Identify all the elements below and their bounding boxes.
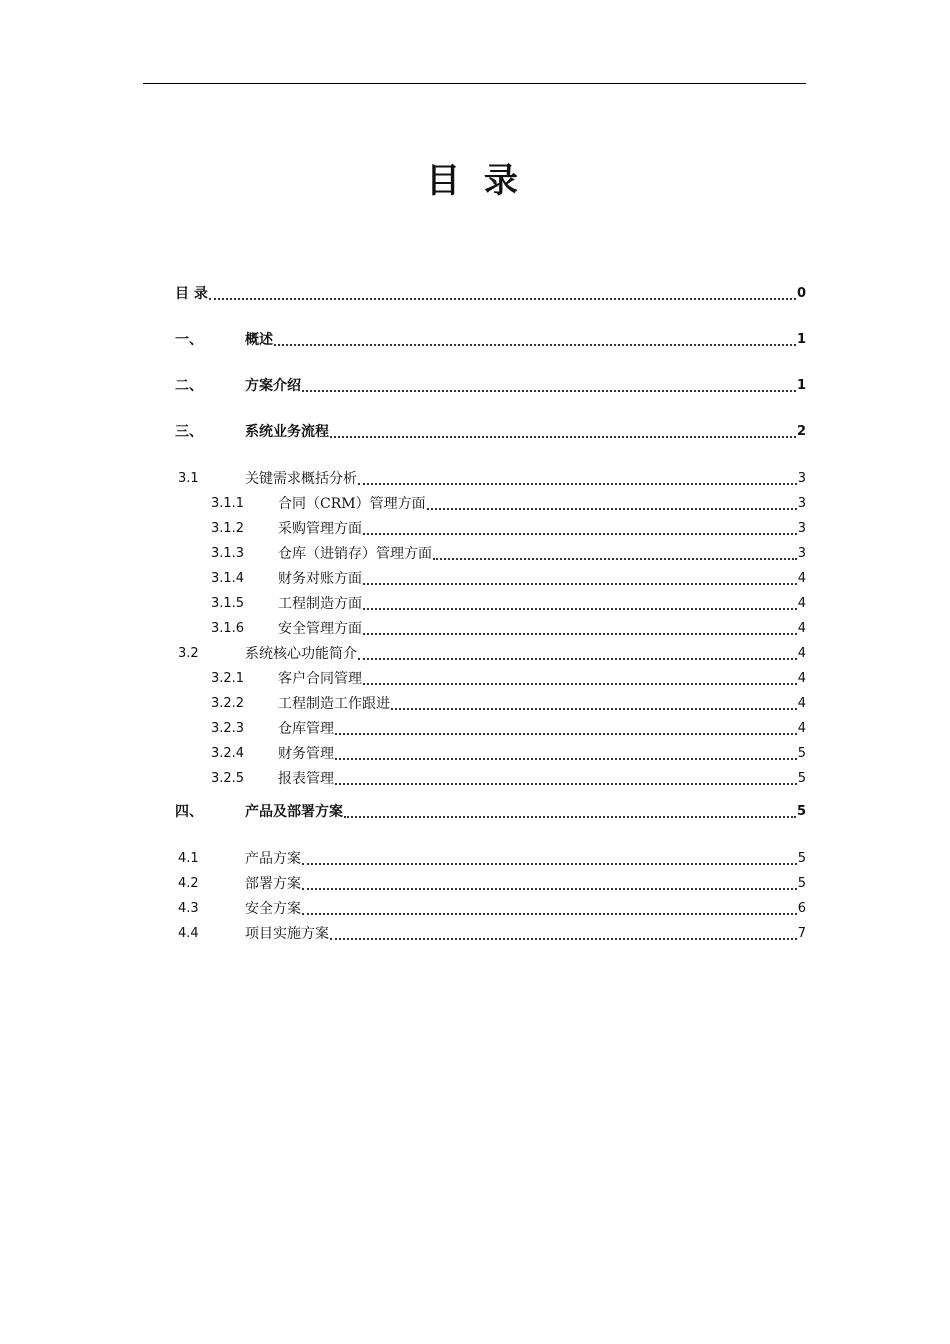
toc-entry[interactable] [178, 468, 806, 490]
header-rule [143, 83, 806, 84]
dot-leader [330, 938, 797, 940]
toc-entry-number: 3.1 [178, 471, 199, 486]
toc-entry-number: 3.1.5 [211, 596, 245, 611]
toc-entry-number: 3.2.5 [211, 771, 245, 786]
toc-entry-title: 安全管理方面 [278, 621, 362, 637]
toc-entry-page: 4 [797, 571, 806, 586]
toc-entry-page: 7 [797, 926, 806, 941]
dot-leader [363, 583, 797, 585]
dot-leader [427, 508, 797, 510]
toc-entry-page: 3 [797, 496, 806, 511]
dot-leader [344, 816, 796, 818]
toc-entry-page: 6 [797, 901, 806, 916]
toc-entry[interactable] [211, 618, 806, 640]
toc-entry-page: 5 [797, 876, 806, 891]
toc-entry-title: 客户合同管理 [278, 671, 362, 687]
dot-leader [363, 533, 797, 535]
dot-leader [330, 436, 796, 438]
toc-entry[interactable] [175, 421, 806, 443]
toc-entry-title: 财务管理 [278, 746, 334, 762]
dot-leader [358, 658, 797, 660]
toc-entry-title: 概述 [245, 332, 273, 348]
toc-entry-page: 5 [797, 851, 806, 866]
toc-entry[interactable] [178, 848, 806, 870]
toc-entry-title: 关键需求概括分析 [245, 471, 357, 487]
toc-entry-number: 3.2 [178, 646, 199, 661]
toc-entry-number: 3.2.2 [211, 696, 245, 711]
toc-entry[interactable] [211, 543, 806, 565]
dot-leader [302, 888, 797, 890]
toc-entry-title: 方案介绍 [245, 378, 301, 394]
toc-entry[interactable] [211, 568, 806, 590]
toc-entry[interactable] [211, 768, 806, 790]
dot-leader [363, 683, 797, 685]
toc-entry-page: 4 [797, 621, 806, 636]
toc-entry-page: 4 [797, 721, 806, 736]
toc-entry-page: 4 [797, 646, 806, 661]
toc-entry-number: 三、 [175, 424, 203, 440]
toc-entry-page: 0 [796, 286, 806, 301]
toc-entry-page: 5 [797, 746, 806, 761]
dot-leader [302, 390, 796, 392]
toc-entry-title: 工程制造方面 [278, 596, 362, 612]
toc-entry[interactable] [211, 693, 806, 715]
toc-entry-title: 仓库（进销存）管理方面 [278, 546, 432, 562]
toc-entry[interactable] [178, 643, 806, 665]
toc-entry-title: 系统业务流程 [245, 424, 329, 440]
toc-entry-title: 产品及部署方案 [245, 804, 343, 820]
toc-entry-number: 3.1.6 [211, 621, 245, 636]
dot-leader [358, 483, 797, 485]
toc-entry[interactable] [211, 668, 806, 690]
toc-entry-number: 3.2.4 [211, 746, 245, 761]
toc-entry-title: 报表管理 [278, 771, 334, 787]
toc-entry-number: 4.4 [178, 926, 199, 941]
toc-entry-page: 3 [797, 521, 806, 536]
dot-leader [209, 298, 796, 300]
toc-entry-number: 4.3 [178, 901, 199, 916]
toc-entry-number: 3.1.1 [211, 496, 245, 511]
page-title: 目 录 [426, 161, 524, 201]
dot-leader [433, 558, 797, 560]
toc-entry-number: 一、 [175, 332, 203, 348]
dot-leader [335, 733, 797, 735]
dot-leader [391, 708, 797, 710]
toc-entry-page: 3 [797, 546, 806, 561]
toc-entry[interactable] [178, 923, 806, 945]
toc-entry[interactable] [175, 329, 806, 351]
toc-entry[interactable] [175, 375, 806, 397]
dot-leader [302, 913, 797, 915]
toc-entry[interactable] [211, 593, 806, 615]
toc-entry-page: 5 [796, 804, 806, 819]
toc-entry-title: 工程制造工作跟进 [278, 696, 390, 712]
toc-entry-title: 系统核心功能简介 [245, 646, 357, 662]
toc-entry[interactable] [175, 283, 806, 305]
dot-leader [274, 344, 796, 346]
toc-entry[interactable] [178, 898, 806, 920]
toc-entry-title: 合同（CRM）管理方面 [278, 496, 426, 512]
dot-leader [335, 758, 797, 760]
toc-entry-title: 财务对账方面 [278, 571, 362, 587]
toc-entry-page: 1 [796, 332, 806, 347]
toc-entry[interactable] [178, 873, 806, 895]
toc-entry[interactable] [211, 518, 806, 540]
dot-leader [302, 863, 797, 865]
toc-entry-title: 部署方案 [245, 876, 301, 892]
dot-leader [335, 783, 797, 785]
toc-entry-page: 4 [797, 596, 806, 611]
toc-entry-number: 4.1 [178, 851, 199, 866]
toc-entry-title: 安全方案 [245, 901, 301, 917]
toc-entry-page: 5 [797, 771, 806, 786]
toc-entry-number: 二、 [175, 378, 203, 394]
toc-entry-number: 3.2.1 [211, 671, 245, 686]
toc-entry-title: 仓库管理 [278, 721, 334, 737]
toc-entry-number: 四、 [175, 804, 203, 820]
toc-entry-number: 3.1.2 [211, 521, 245, 536]
toc-entry-page: 4 [797, 671, 806, 686]
toc-entry-page: 3 [797, 471, 806, 486]
toc-entry-page: 2 [796, 424, 806, 439]
toc-entry-number: 4.2 [178, 876, 199, 891]
toc-entry-page: 1 [796, 378, 806, 393]
toc-entry[interactable] [175, 801, 806, 823]
toc-entry-number: 3.1.4 [211, 571, 245, 586]
toc-entry[interactable] [211, 743, 806, 765]
toc-entry-title: 产品方案 [245, 851, 301, 867]
toc-entry-page: 4 [797, 696, 806, 711]
toc-entry[interactable] [211, 493, 806, 515]
dot-leader [363, 608, 797, 610]
dot-leader [363, 633, 797, 635]
toc-entry-title: 目 录 [175, 286, 208, 302]
toc-entry-title: 项目实施方案 [245, 926, 329, 942]
toc-entry-title: 采购管理方面 [278, 521, 362, 537]
toc-entry-number: 3.2.3 [211, 721, 245, 736]
toc-entry[interactable] [211, 718, 806, 740]
toc-entry-number: 3.1.3 [211, 546, 245, 561]
